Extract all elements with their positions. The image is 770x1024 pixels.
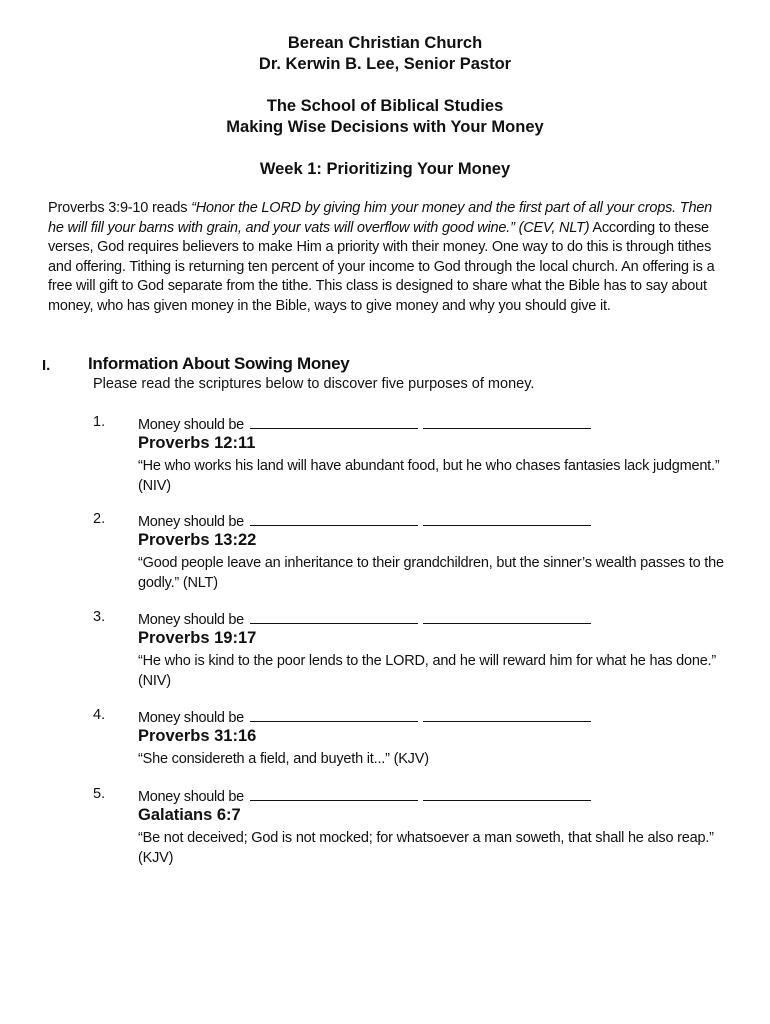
item-prompt-text: Money should be: [138, 417, 244, 433]
scripture-reference: Proverbs 31:16: [138, 727, 257, 745]
scripture-reference: Galatians 6:7: [138, 806, 241, 824]
intro-body: According to these verses, God requires believers to make Him a priority with their money. One way to do this is through tithes and offering. Tithing is returning ten percent of your income to God through the local church. An offering is a free will gift to God separate from the tithe. This class is designed to share what the Bible has to say about money, who has given money in the Bible, ways to give money and why you should give it.: [48, 219, 715, 314]
item-number: 1.: [93, 414, 106, 430]
fill-in-blank[interactable]: [250, 511, 418, 526]
item-prompt: [138, 414, 591, 433]
item-prompt-text: Money should be: [138, 789, 244, 805]
item-prompt: [138, 511, 591, 530]
fill-in-blank[interactable]: [250, 786, 418, 801]
intro-lead: Proverbs 3:9-10 reads: [48, 200, 192, 216]
scripture-reference: Proverbs 19:17: [138, 629, 257, 647]
fill-in-blank[interactable]: [423, 609, 591, 624]
scripture-verse: “He who is kind to the poor lends to the LORD, and he will reward him for what he has done.” (NIV): [138, 653, 717, 689]
scripture-reference: Proverbs 12:11: [138, 434, 256, 452]
fill-in-blank[interactable]: [423, 414, 591, 429]
scripture-verse: “He who works his land will have abundant food, but he who chases fantasies lack judgment.” (NIV): [138, 458, 720, 494]
item-prompt: [138, 609, 591, 628]
fill-in-blank[interactable]: [423, 786, 591, 801]
intro-paragraph: [48, 199, 728, 316]
fill-in-blank[interactable]: [250, 707, 418, 722]
item-prompt: [138, 786, 591, 805]
school-title: The School of Biblical Studies: [266, 97, 504, 115]
pastor-name: Dr. Kerwin B. Lee, Senior Pastor: [258, 55, 512, 73]
scripture-verse: “Be not deceived; God is not mocked; for whatsoever a man soweth, that shall he also reap.” (KJV): [138, 830, 714, 866]
scripture-verse: “Good people leave an inheritance to their grandchildren, but the sinner’s wealth passes to the godly.” (NLT): [138, 555, 724, 591]
section-number: I.: [42, 357, 51, 374]
item-prompt-text: Money should be: [138, 710, 244, 726]
item-prompt-text: Money should be: [138, 514, 244, 530]
section-subtitle: Please read the scriptures below to discover five purposes of money.: [93, 376, 535, 392]
item-number: 3.: [93, 609, 106, 625]
item-prompt: [138, 707, 591, 726]
fill-in-blank[interactable]: [423, 707, 591, 722]
church-name: Berean Christian Church: [287, 34, 483, 52]
item-number: 4.: [93, 707, 106, 723]
item-number: 5.: [93, 786, 106, 802]
scripture-reference: Proverbs 13:22: [138, 531, 257, 549]
fill-in-blank[interactable]: [423, 511, 591, 526]
fill-in-blank[interactable]: [250, 414, 418, 429]
scripture-verse: “She considereth a field, and buyeth it...” (KJV): [138, 751, 429, 767]
fill-in-blank[interactable]: [250, 609, 418, 624]
week-title: Week 1: Prioritizing Your Money: [259, 160, 511, 178]
item-number: 2.: [93, 511, 106, 527]
item-prompt-text: Money should be: [138, 612, 244, 628]
section-title: Information About Sowing Money: [88, 354, 350, 373]
course-title: Making Wise Decisions with Your Money: [226, 118, 544, 136]
intro-quote: “Honor the LORD by giving him your money and the first part of all your crops. Then he will fill your barns with grain, and your vats will overflow with good wine.” (CEV, NLT): [48, 200, 713, 236]
